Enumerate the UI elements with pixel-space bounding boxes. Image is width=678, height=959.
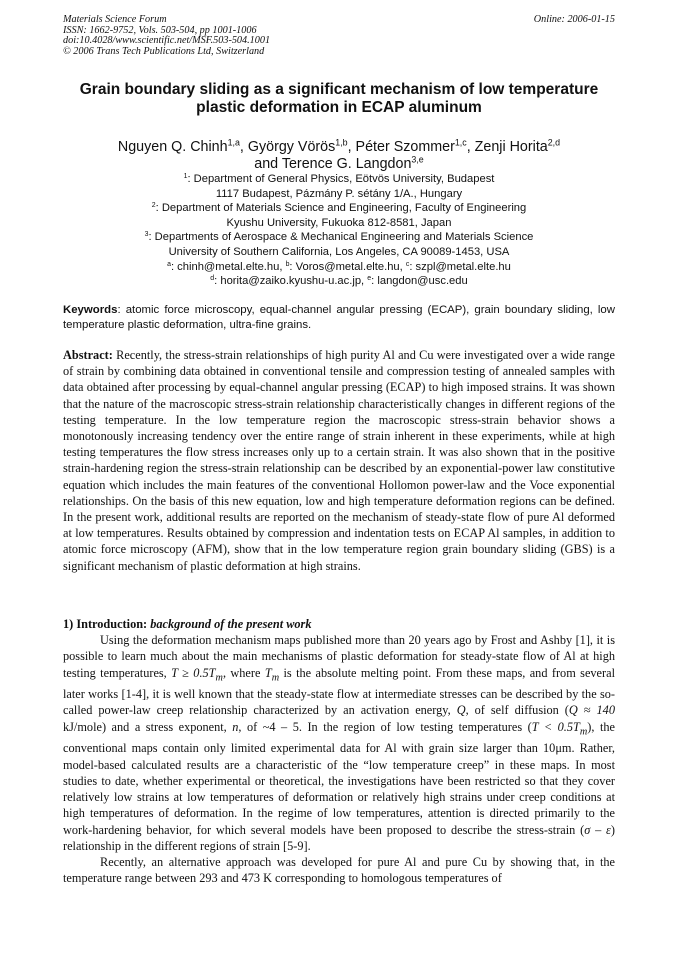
math: n [232, 719, 239, 734]
journal-name: Materials Science Forum [63, 14, 167, 25]
math-sub: m [579, 726, 588, 738]
doi: doi:10.4028/www.scientific.net/MSF.503-504.1001 [63, 35, 271, 47]
affil-sup: 3 [144, 231, 149, 239]
author-name: Nguyen Q. Chinh [117, 139, 228, 155]
author-name: György Vörös [247, 139, 336, 155]
affil-sup: 1 [183, 172, 188, 180]
text-run: is the absolute melting point. From these maps, and from several later works [1-4], it is well known that the steady-state flow at intermediate stresses can be described by the so-called power-law creep relationship characterized by an activation energy, [63, 665, 615, 718]
text-run: ), the conventional maps contain only limited experimental data for Al with grain size larger than 10μm. Rather, model-based calculated results are a characteristic of the “low temperature creep” in these maps. In most studies to date, whether experimental or theoretical, the investigations have been restricted so that they cover relatively low strains at low temperatures of deformation or relatively high strains under creep conditions at high temperatures of deformation. In the regime of low temperatures, attention is directed primarily to the work-hardening behavior, for which several models have been proposed to describe the stress-strain ( [63, 719, 615, 837]
affiliation-line: : Departments of Aerospace & Mechanical Engineering and Materials Science [148, 231, 534, 244]
email: : horita@zaiko.kyushu-u.ac.jp, [214, 275, 368, 288]
email-sup: b [285, 260, 290, 268]
math: T < 0.5T [531, 719, 580, 734]
affiliation-line: : Department of Materials Science and Engineering, Faculty of Engineering [155, 202, 527, 215]
affil-sup: 2 [151, 202, 156, 210]
paragraph [63, 632, 615, 854]
email: : szpl@metal.elte.hu [409, 260, 511, 273]
online-date: Online: 2006-01-15 [533, 14, 615, 25]
author-sup: 2,d [547, 137, 561, 148]
abstract-label: Abstract: [63, 348, 113, 362]
author-name: Zenji Horita [474, 139, 548, 155]
abstract [63, 347, 615, 574]
paper-title [63, 81, 615, 117]
author-sup: 1,b [335, 137, 348, 148]
keywords-text: : atomic force microscopy, equal-channel angular pressing (ECAP), grain boundary sliding, low temperature plastic deformation, ultra-fine grains. [63, 304, 615, 331]
text-run: , of ~4 – 5. In the region of low testing temperatures ( [238, 719, 532, 734]
text-run: ) relationship in the different regions of strain [5-9]. [63, 822, 615, 853]
text-run: , of self diffusion ( [465, 703, 569, 718]
author-sup: 1,c [454, 137, 467, 148]
author-sup: 1,a [227, 137, 240, 148]
math: T ≥ 0.5T [171, 665, 216, 680]
text-run: , where [222, 665, 265, 680]
email-sup: a [167, 260, 171, 268]
email-sup: d [210, 275, 215, 282]
author-name: Péter Szommer [355, 139, 455, 155]
email-sup: c [405, 260, 410, 268]
math: T [264, 665, 272, 680]
email-sup: e [367, 275, 372, 282]
paragraph: Recently, an alternative approach was developed for pure Al and pure Cu by showing that, in the temperature range between 293 and 473 K corresponding to homologous temperatures of [63, 855, 615, 886]
affiliation-line: 1117 Budapest, Pázmány P. sétány 1/A., Hungary [215, 187, 463, 200]
keywords-label: Keywords [63, 304, 118, 316]
math: Q [456, 703, 466, 718]
math-sub: m [215, 671, 223, 683]
keywords [63, 303, 615, 333]
section-heading [63, 616, 311, 632]
text-run: ) and a stress exponent, [101, 719, 233, 734]
email-line [63, 260, 615, 275]
section-number: 1) Introduction: [63, 617, 151, 631]
math: σ – ε [584, 822, 611, 837]
affiliation-line: Kyushu University, Fukuoka 812-8581, Japan [226, 216, 452, 229]
affiliation-line: University of Southern California, Los Angeles, CA 90089-1453, USA [168, 245, 510, 258]
introduction-body [63, 632, 615, 887]
math-sub: m [271, 671, 280, 683]
author-sup: 3,e [411, 154, 424, 165]
title-line-2: plastic deformation in ECAP aluminum [196, 99, 482, 116]
math: Q ≈ 140 [568, 703, 615, 718]
email: : chinh@metal.elte.hu, [170, 260, 286, 273]
text-run: Using the deformation mechanism maps published more than 20 years ago by Frost and Ashby [1], it is possible to learn much about the main mechanisms of plastic deformation for steady-state flow of Al at high testing temperatures, [63, 633, 615, 680]
email: : Voros@metal.elte.hu, [289, 260, 406, 273]
email: : langdon@usc.edu [371, 275, 468, 288]
section-subtitle: background of the present work [150, 617, 312, 631]
author-list: Nguyen Q. Chinh$^{1,a}$, György Vörös$^{1,b}$, Péter Szommer$^{1,c}$, Zenji Horita$^{2,d}$ and Terence G. Langdon$^{3,e}$ [117, 137, 561, 172]
affiliation-line: : Department of General Physics, Eötvös University, Budapest [187, 173, 495, 185]
text-run: kJ/mole [63, 719, 102, 734]
author-name: and Terence G. Langdon [254, 156, 412, 172]
journal-header [63, 15, 615, 57]
copyright: © 2006 Trans Tech Publications Ltd, Switzerland [63, 45, 265, 57]
affiliations [63, 172, 615, 289]
abstract-text: Recently, the stress-strain relationships of high purity Al and Cu were investigated over a wide range of strain by combining data obtained in conventional tensile and compression testing of annealed samples with data obtained after processing by equal-channel angular pressing (ECAP) to high imposed strains. It was shown that the nature of the macroscopic stress-strain relationship characteristically changes in different regions of the testing temperature. In the low temperature region the macroscopic stress-strain behavior shows a monotonously increasing tendency over the entire range of strain inherent in these experiments, while at high testing temperatures the flow stress increases only up to a certain strain. It was also shown that in the positive strain-hardening region the stress-strain relationship can be described by an exponential-power law constitutive equation which includes the main features of the conventional Hollomon power-law and the Voce exponential relationships. On the basis of this new equation, low and high temperature deformation regions can be defined. In the present work, additional results are reported on the mechanism of steady-state flow of pure Al deformed at low temperatures. Results obtained by compression and indentation tests on ECAP Al samples, in addition to atomic force microscopy (AFM), show that in the low temperature region grain boundary sliding (GBS) is a significant mechanism of plastic deformation at high strains. [63, 348, 615, 573]
issn: ISSN: 1662-9752, Vols. 503-504, pp 1001-1006 [63, 24, 257, 36]
email-line [63, 274, 615, 289]
title-line-1: Grain boundary sliding as a significant mechanism of low temperature [79, 81, 599, 98]
